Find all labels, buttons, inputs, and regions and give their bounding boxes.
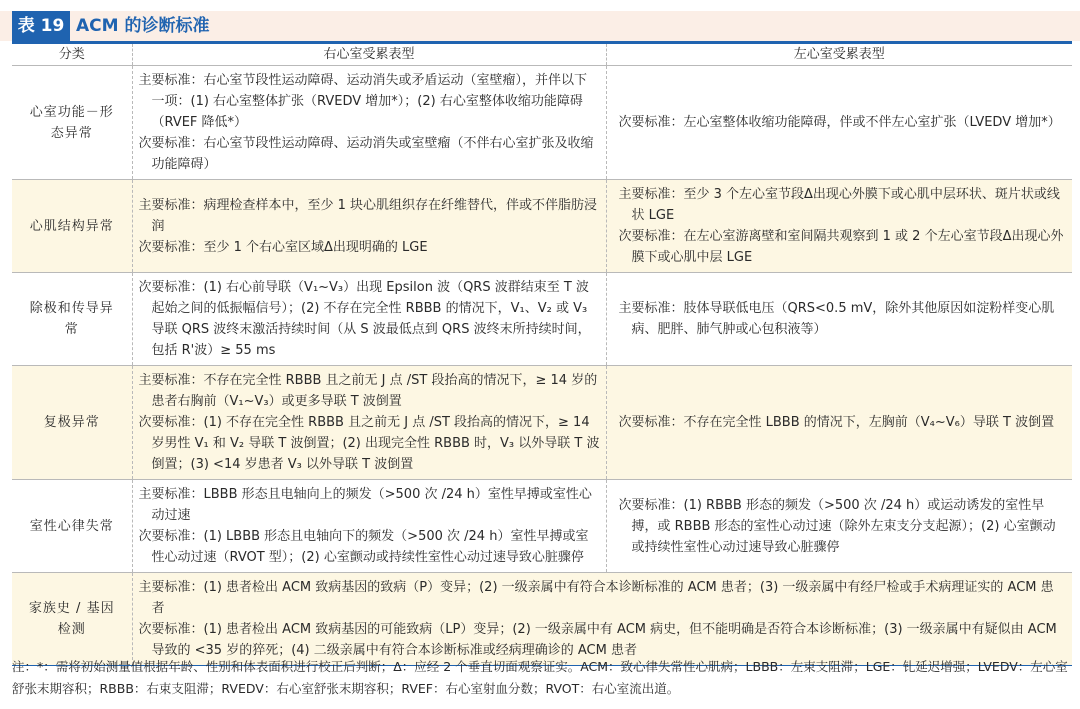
criterion-text: 次要标准：(1) RBBB 形态的频发（>500 次 /24 h）或运动诱发的室性早搏，或 RBBB 形态的室性心动过速（除外左束支分支起源）；(2) 心室颤动或持续性室性心动过速导致心脏骤停 bbox=[618, 497, 1056, 555]
row-category: 心肌结构异常 bbox=[12, 180, 132, 273]
left-ventricle-cell bbox=[606, 273, 1072, 366]
row-category: 心室功能－形态异常 bbox=[12, 66, 132, 180]
criterion-text: 次要标准：左心室整体收缩功能障碍，伴或不伴左心室扩张（LVEDV 增加*） bbox=[618, 115, 1061, 130]
table-row bbox=[12, 66, 1072, 180]
criterion-text: 主要标准：(1) 患者检出 ACM 致病基因的致病（P）变异；(2) 一级亲属中有符合本诊断标准的 ACM 患者；(3) 一级亲属中有经尸检或手术病理证实的 ACM 患者 bbox=[138, 580, 1054, 616]
criterion-text: 次要标准：(1) 右心前导联（V₁~V₃）出现 Epsilon 波（QRS 波群结束至 T 波起始之间的低振幅信号）；(2) 不存在完全性 RBBB 的情况下，V₁、V₂ 或 V₃ 导联 QRS 波终末激活持续时间（从 S 波最低点到 QRS 波终末所持续时间，包括 R'波）≥ 55 ms bbox=[138, 280, 591, 358]
left-ventricle-cell bbox=[606, 66, 1072, 180]
column-header-right-ventricle: 右心室受累表型 bbox=[132, 44, 606, 66]
column-header-category: 分类 bbox=[12, 44, 132, 66]
right-ventricle-cell bbox=[132, 366, 606, 480]
criterion-text: 次要标准：(1) 患者检出 ACM 致病基因的可能致病（LP）变异；(2) 一级亲属中有 ACM 病史，但不能明确是否符合本诊断标准；(3) 一级亲属中有疑似由 ACM 导致的 <35 岁的猝死；(4) 二级亲属中有符合本诊断标准或经病理确诊的 ACM 患者 bbox=[138, 622, 1057, 658]
criterion-text: 次要标准：在左心室游离壁和室间隔共观察到 1 或 2 个左心室节段Δ出现心外膜下或心肌中层 LGE bbox=[618, 229, 1064, 265]
left-ventricle-cell bbox=[606, 480, 1072, 573]
row-category: 家族史 / 基因检测 bbox=[12, 573, 132, 666]
table-title: ACM 的诊断标准 bbox=[76, 16, 210, 36]
table-row bbox=[12, 180, 1072, 273]
family-history-cell bbox=[132, 573, 1072, 666]
table-header-row bbox=[12, 44, 1072, 66]
criterion-text: 主要标准：不存在完全性 RBBB 且之前无 J 点 /ST 段抬高的情况下，≥ 14 岁的患者右胸前（V₁~V₃）或更多导联 T 波倒置 bbox=[138, 373, 598, 409]
left-ventricle-cell bbox=[606, 180, 1072, 273]
table-row bbox=[12, 273, 1072, 366]
criterion-text: 主要标准：病理检查样本中，至少 1 块心肌组织存在纤维替代，伴或不伴脂肪浸润 bbox=[138, 197, 598, 234]
criterion-text: 主要标准：LBBB 形态且电轴向上的频发（>500 次 /24 h）室性早搏或室性心动过速 bbox=[138, 487, 592, 523]
table-footnote: 注：*：需将初始测量值根据年龄、性别和体表面积进行校正后判断；Δ：应经 2 个垂直切面观察证实。ACM：致心律失常性心肌病；LBBB：左束支阻滞；LGE：钆延迟增强；LVEDV：左心室舒张末期容积；RBBB：右束支阻滞；RVEDV：右心室舒张末期容积；RVEF：右心室射血分数；RVOT：右心室流出道。 bbox=[12, 659, 1068, 696]
table-row bbox=[12, 480, 1072, 573]
acm-criteria-table bbox=[12, 44, 1072, 666]
table-number-tag: 表 19 bbox=[12, 11, 70, 41]
row-category: 除极和传导异常 bbox=[12, 273, 132, 366]
criterion-text: 主要标准：肢体导联低电压（QRS<0.5 mV，除外其他原因如淀粉样变心肌病、肥胖、肺气肿或心包积液等） bbox=[618, 301, 1055, 337]
criterion-text: 主要标准：至少 3 个左心室节段Δ出现心外膜下或心肌中层环状、斑片状或线状 LGE bbox=[618, 187, 1060, 223]
table-row bbox=[12, 366, 1072, 480]
column-header-left-ventricle: 左心室受累表型 bbox=[793, 47, 885, 62]
criterion-text: 次要标准：(1) LBBB 形态且电轴向下的频发（>500 次 /24 h）室性早搏或室性心动过速（RVOT 型）；(2) 心室颤动或持续性室性心动过速导致心脏骤停 bbox=[138, 529, 589, 565]
right-ventricle-cell bbox=[132, 66, 606, 180]
criterion-text: 次要标准：(1) 不存在完全性 RBBB 且之前无 J 点 /ST 段抬高的情况下，≥ 14 岁男性 V₁ 和 V₂ 导联 T 波倒置；(2) 出现完全性 RBBB 时，V₃ 以外导联 T 波倒置；(3) <14 岁患者 V₃ 以外导联 T 波倒置 bbox=[138, 415, 600, 472]
table-title-bar bbox=[0, 11, 1080, 41]
row-category: 室性心律失常 bbox=[12, 480, 132, 573]
criterion-text: 主要标准：右心室节段性运动障碍、运动消失或矛盾运动（室壁瘤），并伴以下一项：(1) 右心室整体扩张（RVEDV 增加*）；(2) 右心室整体收缩功能障碍（RVEF 降低*） bbox=[138, 73, 588, 130]
criterion-text: 次要标准：至少 1 个右心室区域Δ出现明确的 LGE bbox=[138, 239, 428, 255]
right-ventricle-cell bbox=[132, 273, 606, 366]
left-ventricle-cell bbox=[606, 366, 1072, 480]
table-row bbox=[12, 573, 1072, 666]
right-ventricle-cell bbox=[132, 180, 606, 273]
right-ventricle-cell bbox=[132, 480, 606, 573]
row-category: 复极异常 bbox=[12, 366, 132, 480]
criterion-text: 次要标准：右心室节段性运动障碍、运动消失或室壁瘤（不伴右心室扩张及收缩功能障碍） bbox=[138, 136, 594, 172]
criterion-text: 次要标准：不存在完全性 LBBB 的情况下，左胸前（V₄~V₆）导联 T 波倒置 bbox=[618, 415, 1055, 430]
